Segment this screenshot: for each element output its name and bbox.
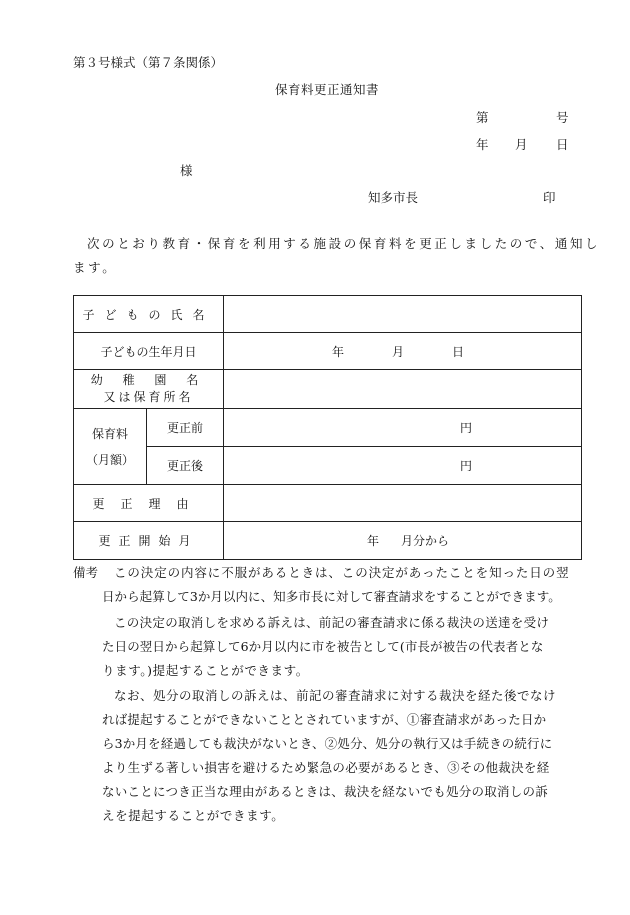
child-name-label: 子どもの氏名 [74, 296, 224, 333]
after-value [224, 447, 582, 485]
start-label: 更正開始月 [74, 522, 224, 560]
reason-label: 更正理由 [74, 485, 224, 522]
seal-mark: 印 [543, 190, 556, 205]
facility-label [74, 370, 224, 409]
note-p1-line-2: 日から起算して3か月以内に、知多市長に対して審査請求をすることができます。 [102, 589, 561, 604]
note-p2-line-1: この決定の取消しを求める訴えは、前記の審査請求に係る裁決の送達を受け [114, 615, 550, 630]
before-value [224, 409, 582, 447]
form-number: 第３号様式（第７条関係） [73, 55, 224, 70]
issuer-name: 知多市長 [368, 190, 419, 205]
note-p3-line-5: ないことにつき正当な理由があるときは、裁決を経ないでも処分の取消しの訴 [102, 784, 549, 799]
note-p3-line-6: えを提起することができます。 [102, 808, 285, 823]
before-label: 更正前 [147, 409, 224, 447]
note-p2-line-2: た日の翌日から起算して6か月以内に市を被告として(市長が被告の代表者とな [102, 639, 544, 654]
row-fee-after [74, 447, 582, 485]
number-prefix: 第 [476, 110, 489, 125]
notes-heading: 備考 [73, 565, 99, 580]
row-child-name [74, 296, 582, 333]
fee-label-line-2: （月額） [85, 452, 134, 467]
birthdate-month: 月 [392, 344, 405, 359]
start-value [224, 522, 582, 560]
after-label: 更正後 [147, 447, 224, 485]
facility-label-line-1: 幼 稚 園 名 [90, 373, 207, 387]
note-p3-line-1: なお、処分の取消しの訴えは、前記の審査請求に対する裁決を経た後でなけ [114, 688, 557, 703]
facility-label-line-2: 又は保育所名 [103, 390, 194, 404]
addressee-suffix: 様 [180, 163, 193, 178]
start-year: 年 [367, 534, 380, 548]
before-yen: 円 [460, 421, 473, 435]
note-p3-line-2: れば提起することができないこととされていますが、①審査請求があった日か [102, 712, 547, 727]
date-month: 月 [515, 137, 528, 152]
birthdate-value [224, 333, 582, 370]
note-p2-line-3: ります。)提起することができます。 [102, 663, 309, 678]
birthdate-day: 日 [452, 344, 465, 359]
note-p3-line-3: ら3か月を経過しても裁決がないとき、②処分、処分の執行又は手続きの続行に [102, 736, 553, 751]
birthdate-year: 年 [332, 344, 345, 359]
note-p3-line-4: より生ずる著しい損害を避けるため緊急の必要があるとき、③その他裁決を経 [102, 760, 550, 775]
child-name-value [224, 296, 582, 333]
reason-value [224, 485, 582, 522]
row-reason [74, 485, 582, 522]
note-p1-line-1: この決定の内容に不服があるときは、この決定があったことを知った日の翌 [114, 565, 570, 580]
intro-line-1: 次のとおり教育・保育を利用する施設の保育料を更正しましたので、通知し [87, 236, 601, 251]
document-title: 保育料更正通知書 [275, 82, 380, 97]
number-suffix: 号 [556, 110, 569, 125]
after-yen: 円 [460, 459, 473, 473]
fee-correction-table [73, 295, 582, 560]
fee-label-line-1: 保育料 [91, 426, 128, 441]
facility-value [224, 370, 582, 409]
row-birthdate [74, 333, 582, 370]
start-suffix: 月分から [401, 534, 450, 548]
intro-line-2: ます。 [73, 260, 118, 275]
row-fee-before [74, 409, 582, 447]
date-year: 年 [476, 137, 489, 152]
date-day: 日 [556, 137, 569, 152]
row-facility [74, 370, 582, 409]
row-start-month [74, 522, 582, 560]
fee-label [74, 409, 147, 485]
birthdate-label: 子どもの生年月日 [74, 333, 224, 370]
